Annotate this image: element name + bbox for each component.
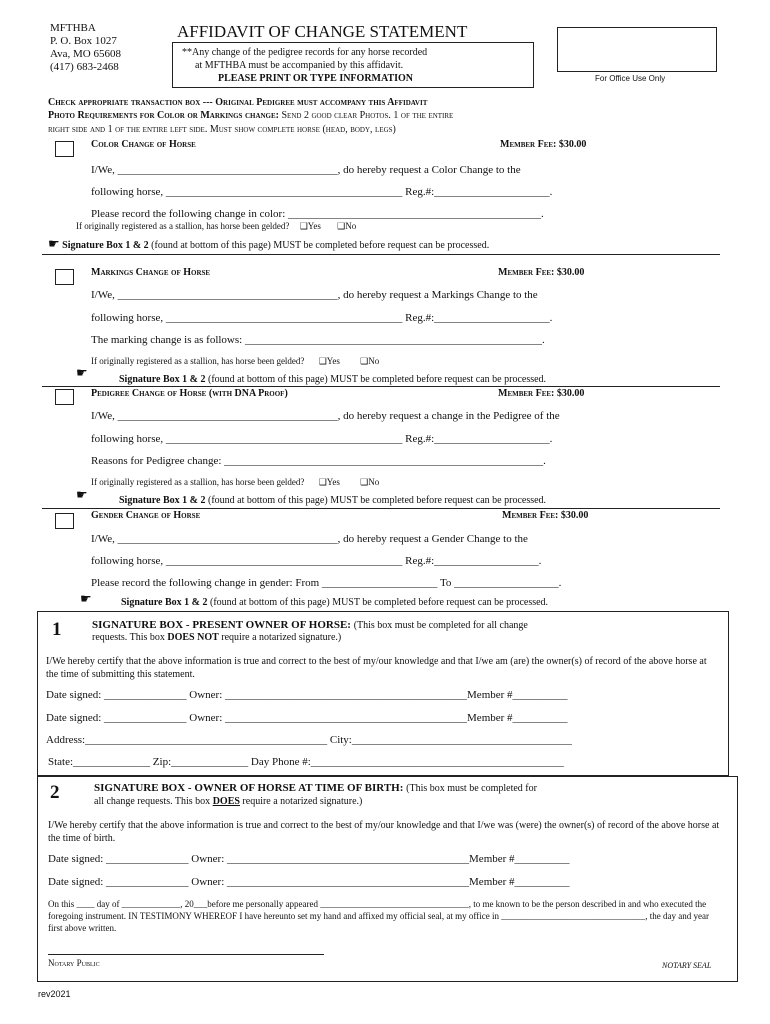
- pointing-hand-icon: ☛: [76, 366, 88, 381]
- color-gelded-yes-label: Yes: [307, 221, 321, 231]
- box-1-state-row[interactable]: State:______________ Zip:______________ Day Phone #:______________________________________________: [48, 756, 564, 768]
- notice-line-2: at MFTHBA must be accompanied by this affidavit.: [195, 60, 404, 71]
- box-2-title-note: (This box must be completed for: [406, 783, 537, 794]
- markings-change-title: Markings Change of Horse: [91, 267, 211, 278]
- color-gelded-question: If originally registered as a stallion, has horse been gelded?: [76, 221, 290, 231]
- pedigree-signature-note: (found at bottom of this page) MUST be completed before request can be processed.: [205, 495, 547, 506]
- pointing-hand-icon: ☛: [76, 488, 88, 503]
- color-horse-reg-field[interactable]: following horse, ___________________________________________ Reg.#:_____________________.: [91, 186, 553, 198]
- office-use-box: [557, 27, 717, 72]
- box-1-number: 1: [52, 619, 62, 640]
- color-request-text: , do hereby request a Color Change to the: [337, 164, 521, 176]
- markings-change-checkbox[interactable]: [55, 269, 74, 285]
- notary-public-label: Notary Public: [48, 958, 100, 968]
- notary-seal-label: NOTARY SEAL: [662, 961, 712, 970]
- gender-horse-reg-field[interactable]: following horse, ___________________________________________ Reg.#:___________________.: [91, 555, 542, 567]
- gender-change-checkbox[interactable]: [55, 513, 74, 529]
- divider: [42, 508, 720, 509]
- box-2-subtitle: all change requests. This box: [94, 796, 213, 807]
- org-name: MFTHBA: [50, 22, 96, 34]
- gender-change-field[interactable]: Please record the following change in gender: From _____________________ To ___________________.: [91, 577, 562, 589]
- pedigree-change-title: Pedigree Change of Horse (with DNA Proof): [91, 388, 288, 399]
- color-change-title: Color Change of Horse: [91, 139, 196, 150]
- color-change-fee: Member Fee: $30.00: [500, 139, 587, 150]
- gender-signature-note: (found at bottom of this page) MUST be completed before request can be processed.: [207, 597, 549, 608]
- pedigree-change-fee: Member Fee: $30.00: [498, 388, 585, 399]
- markings-gelded-no-label: No: [368, 356, 380, 366]
- gender-request-text: , do hereby request a Gender Change to the: [337, 533, 528, 545]
- gender-owner-field[interactable]: I/We, ________________________________________: [91, 533, 338, 545]
- color-change-field[interactable]: Please record the following change in color: ______________________________________________.: [91, 208, 544, 220]
- box-1-subtitle-end: require a notarized signature.): [218, 632, 342, 643]
- notice-line-1: **Any change of the pedigree records for any horse recorded: [182, 47, 428, 58]
- box-2-subtitle-bold: DOES: [212, 796, 240, 807]
- instruction-line-3: right side and 1 of the entire left side. Must show complete horse (head, body, legs): [48, 124, 396, 135]
- box-2-title: SIGNATURE BOX - OWNER OF HORSE AT TIME OF BIRTH:: [94, 782, 404, 794]
- notice-line-3: PLEASE PRINT OR TYPE INFORMATION: [218, 73, 414, 84]
- box-1-address-row[interactable]: Address:____________________________________________ City:________________________________________: [46, 734, 572, 746]
- pedigree-request-text: , do hereby request a change in the Pedigree of the: [337, 410, 560, 422]
- box-2-subtitle-end: require a notarized signature.): [239, 796, 363, 807]
- org-address-2: Ava, MO 65608: [50, 48, 121, 60]
- markings-owner-field[interactable]: I/We, ________________________________________: [91, 289, 338, 301]
- markings-signature-note: (found at bottom of this page) MUST be completed before request can be processed.: [205, 374, 547, 385]
- box-1-date-owner-row-1[interactable]: Date signed: _______________ Owner: ____________________________________________Member #__________: [46, 689, 568, 701]
- gender-signature-note-bold: Signature Box 1 & 2: [121, 597, 208, 608]
- divider: [42, 386, 720, 387]
- pedigree-signature-note-bold: Signature Box 1 & 2: [119, 495, 206, 506]
- pointing-hand-icon: ☛: [48, 237, 60, 252]
- box-1-certification: I/We hereby certify that the above information is true and correct to the best of my/our knowledge and that I/we am (are) the owner(s) of record of the above horse at the time of submitting this statement.: [46, 656, 707, 680]
- photo-requirements-label: Photo Requirements for Color or Markings change:: [48, 110, 279, 121]
- markings-horse-reg-field[interactable]: following horse, ___________________________________________ Reg.#:_____________________.: [91, 312, 553, 324]
- color-gelded-yes-checkbox[interactable]: ❑: [299, 221, 308, 231]
- box-2-date-owner-row-2[interactable]: Date signed: _______________ Owner: ____________________________________________Member #__________: [48, 876, 570, 888]
- markings-gelded-yes-checkbox[interactable]: ❑: [318, 356, 327, 366]
- box-1-subtitle: requests. This box: [92, 632, 168, 643]
- pedigree-gelded-question: If originally registered as a stallion, has horse been gelded?: [91, 477, 305, 487]
- pedigree-gelded-no-label: No: [368, 477, 380, 487]
- box-1-subtitle-bold: DOES NOT: [167, 632, 219, 643]
- gender-change-title: Gender Change of Horse: [91, 510, 201, 521]
- pedigree-gelded-no-checkbox[interactable]: ❑: [360, 477, 369, 487]
- box-1-title-note: (This box must be completed for all change: [353, 620, 528, 631]
- markings-gelded-no-checkbox[interactable]: ❑: [360, 356, 369, 366]
- markings-gelded-yes-label: Yes: [326, 356, 340, 366]
- color-signature-note-bold: Signature Box 1 & 2: [62, 240, 149, 251]
- box-2-certification: I/We hereby certify that the above information is true and correct to the best of my/our knowledge and that I/we was (were) the owner(s) of record of the above horse at the time of birth.: [48, 820, 720, 844]
- org-address-1: P. O. Box 1027: [50, 35, 117, 47]
- pedigree-owner-field[interactable]: I/We, ________________________________________: [91, 410, 338, 422]
- notary-statement[interactable]: On this ____ day of _____________, 20___before me personally appeared _________________________________, to me known to be the person described in and who executed the foregoing instrument. IN TESTIMONY WHEREOF I have hereunto set my hand and affixed my official seal, at my office in ________________________________, the day and year first above written.: [48, 899, 709, 933]
- page-title: AFFIDAVIT OF CHANGE STATEMENT: [177, 22, 468, 41]
- box-2-number: 2: [50, 782, 60, 803]
- pedigree-gelded-yes-label: Yes: [326, 477, 340, 487]
- color-change-checkbox[interactable]: [55, 141, 74, 157]
- color-gelded-no-label: No: [345, 221, 357, 231]
- color-signature-note: (found at bottom of this page) MUST be completed before request can be processed.: [148, 240, 490, 251]
- pedigree-reasons-field[interactable]: Reasons for Pedigree change: __________________________________________________________.: [91, 455, 546, 467]
- markings-change-field[interactable]: The marking change is as follows: ______________________________________________________.: [91, 334, 545, 346]
- color-gelded-no-checkbox[interactable]: ❑: [337, 221, 346, 231]
- divider: [42, 254, 720, 255]
- markings-change-fee: Member Fee: $30.00: [498, 267, 585, 278]
- box-2-date-owner-row-1[interactable]: Date signed: _______________ Owner: ____________________________________________Member #__________: [48, 853, 570, 865]
- pedigree-horse-reg-field[interactable]: following horse, ___________________________________________ Reg.#:_____________________.: [91, 433, 553, 445]
- box-1-date-owner-row-2[interactable]: Date signed: _______________ Owner: ____________________________________________Member #__________: [46, 712, 568, 724]
- markings-request-text: , do hereby request a Markings Change to the: [337, 289, 538, 301]
- office-use-label: For Office Use Only: [595, 74, 666, 83]
- instruction-line-1: Check appropriate transaction box --- Original Pedigree must accompany this Affidavit: [48, 97, 428, 108]
- photo-requirements-text: Send 2 good clear Photos. 1 of the entire: [279, 110, 454, 121]
- color-owner-field[interactable]: I/We, ________________________________________: [91, 164, 338, 176]
- pedigree-gelded-yes-checkbox[interactable]: ❑: [318, 477, 327, 487]
- markings-signature-note-bold: Signature Box 1 & 2: [119, 374, 206, 385]
- box-1-title: SIGNATURE BOX - PRESENT OWNER OF HORSE:: [92, 619, 351, 631]
- pedigree-change-checkbox[interactable]: [55, 389, 74, 405]
- revision-label: rev2021: [38, 989, 71, 999]
- markings-gelded-question: If originally registered as a stallion, has horse been gelded?: [91, 356, 305, 366]
- pointing-hand-icon: ☛: [80, 592, 92, 607]
- org-phone: (417) 683-2468: [50, 61, 119, 73]
- notary-signature-line[interactable]: [48, 954, 324, 955]
- gender-change-fee: Member Fee: $30.00: [502, 510, 589, 521]
